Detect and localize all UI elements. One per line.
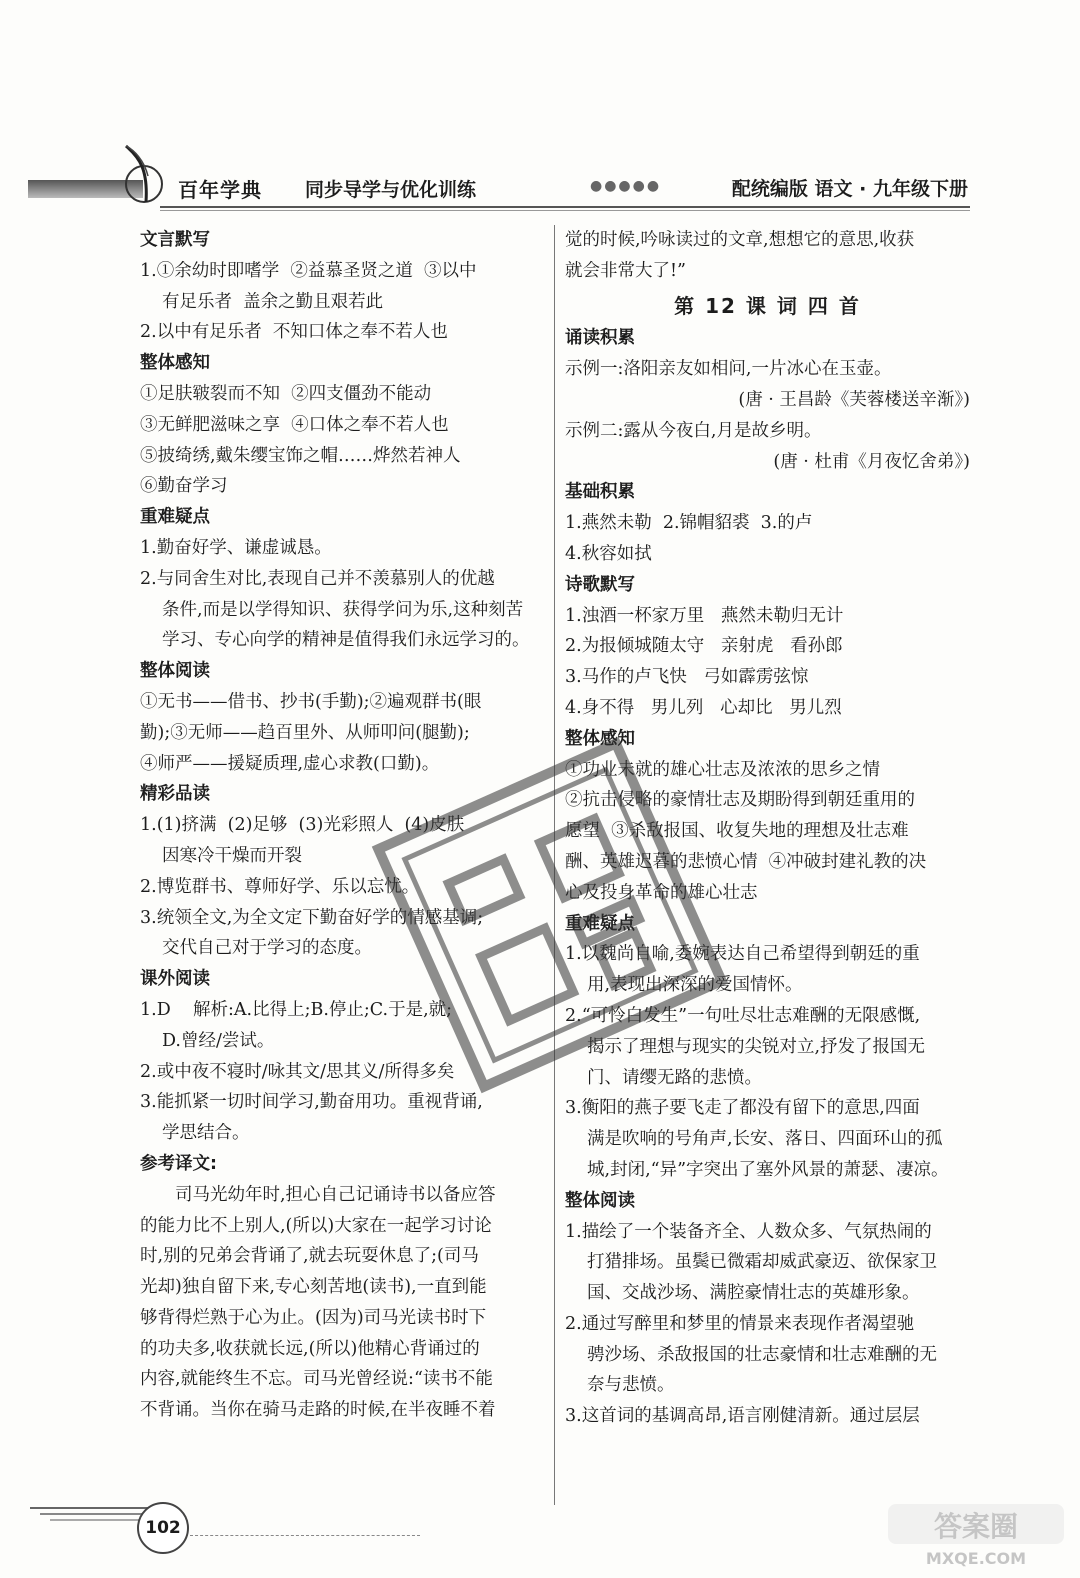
- page-header: [0, 140, 1080, 220]
- answer-line: 学习、专心向学的精神是值得我们永远学习的。: [162, 630, 530, 651]
- citation-line: (唐 · 杜甫《月夜忆舍弟》): [773, 451, 970, 472]
- translation-line: 够背得烂熟于心为止。(因为)司马光读书时下: [140, 1307, 487, 1328]
- answer-line: 用,表现出深深的爱国情怀。: [587, 975, 803, 996]
- answer-line: 条件,而是以学得知识、获得学问为乐,这种刻苦: [162, 599, 524, 620]
- translation-line: 就会非常大了!”: [565, 260, 686, 281]
- translation-line: 时,别的兄弟会背诵了,就去玩耍休息了;(司马: [140, 1246, 479, 1267]
- answer-line: 1.①余幼时即嗜学 ②益慕圣贤之道 ③以中: [140, 260, 477, 281]
- answer-line: 国、交战沙场、满腔豪情壮志的英雄形象。: [587, 1283, 920, 1304]
- section-heading: 课外阅读: [140, 969, 210, 990]
- answer-line: 勤);③无师——趋百里外、从师叩问(腿勤);: [140, 722, 470, 743]
- section-heading: 整体阅读: [140, 661, 210, 682]
- footer-dashed-rule: [190, 1535, 420, 1536]
- answer-line: 骋沙场、杀敌报国的壮志豪情和壮志难酬的无: [587, 1344, 937, 1365]
- translation-line: 光却)独自留下来,专心刻苦地(读书),一直到能: [140, 1277, 487, 1298]
- header-rule-thin: [160, 210, 970, 211]
- answer-line: ⑥勤奋学习: [140, 476, 228, 497]
- section-heading: 整体感知: [565, 728, 635, 749]
- answer-line: 心及投身革命的雄心壮志: [565, 882, 758, 903]
- column-divider: [554, 225, 555, 1505]
- answer-line: 4.秋容如拭: [565, 543, 652, 564]
- answer-line: 1.D 解析:A.比得上;B.停止;C.于是,就;: [140, 999, 453, 1020]
- answer-line: 1.以魏尚自喻,委婉表达自己希望得到朝廷的重: [565, 944, 920, 965]
- edition-label: 配统编版 语文 · 九年级下册: [731, 178, 968, 200]
- section-heading: 整体阅读: [565, 1190, 635, 1211]
- section-heading: 诗歌默写: [565, 574, 635, 595]
- answer-line: 示例二:露从今夜白,月是故乡明。: [565, 420, 822, 441]
- answer-line: 打猎排场。虽鬓已微霜却威武豪迈、欲保家卫: [587, 1252, 937, 1273]
- section-heading: 整体感知: [140, 353, 210, 374]
- answer-line: D.曾经/尝试。: [162, 1030, 275, 1051]
- brand-name: 百年学典: [178, 178, 262, 202]
- header-rule: [160, 206, 970, 208]
- answer-line: 1.(1)挤满 (2)足够 (3)光彩照人 (4)皮肤: [140, 815, 465, 836]
- answer-line: ④师严——援疑质理,虚心求教(口勤)。: [140, 753, 440, 774]
- answer-line: 1.描绘了一个装备齐全、人数众多、气氛热闹的: [565, 1221, 932, 1242]
- section-heading: 文言默写: [140, 230, 210, 250]
- section-heading: 精彩品读: [140, 784, 210, 805]
- answer-line: 3.能抓紧一切时间学习,勤奋用功。重视背诵,: [140, 1092, 483, 1113]
- answer-line: 酬、英雄迟暮的悲愤心情 ④冲破封建礼教的决: [565, 851, 927, 872]
- right-column: [565, 225, 970, 1432]
- lesson-title: 第 12 课 词 四 首: [674, 293, 861, 318]
- answer-line: 1.勤奋好学、谦虚诚恳。: [140, 537, 332, 558]
- answer-line: 门、请缨无路的悲愤。: [587, 1067, 762, 1088]
- answer-line: 愿望 ③杀敌报国、收复失地的理想及壮志难: [565, 821, 909, 842]
- translation-line: 内容,就能终生不忘。司马光曾经说:“读书不能: [140, 1369, 493, 1390]
- translation-line: 司马光幼年时,担心自己记诵诗书以备应答: [175, 1184, 496, 1205]
- answer-line: 学思结合。: [162, 1123, 250, 1144]
- answer-line: 2.博览群书、尊师好学、乐以忘忧。: [140, 876, 420, 897]
- answer-line: ①足肤皲裂而不知 ②四支僵劲不能动: [140, 383, 432, 404]
- answer-line: 2.与同舍生对比,表现自己并不羡慕别人的优越: [140, 568, 495, 589]
- citation-line: (唐 · 王昌龄《芙蓉楼送辛渐》): [738, 389, 970, 410]
- translation-line: 的功夫多,收获就长远,(所以)他精心背诵过的: [140, 1338, 480, 1359]
- site-watermark-logo: [886, 1500, 1066, 1570]
- answer-line: 4.身不得 男儿列 心却比 男儿烈: [565, 697, 842, 718]
- answer-line: 揭示了理想与现实的尖锐对立,抒发了报国无: [587, 1036, 926, 1057]
- answer-line: 有足乐者 盖余之勤且艰若此: [162, 291, 384, 312]
- answer-line: 2.或中夜不寝时/咏其文/思其义/所得多矣: [140, 1061, 455, 1082]
- quill-icon: [118, 140, 178, 210]
- answer-line: 1.燕然未勒 2.锦帽貂裘 3.的卢: [565, 513, 813, 534]
- translation-line: 不背诵。当你在骑马走路的时候,在半夜睡不着: [140, 1400, 496, 1421]
- answer-line: ③无鲜肥滋味之享 ④口体之奉不若人也: [140, 414, 449, 435]
- answer-line: ⑤披绮绣,戴朱缨宝饰之帽……烨然若神人: [140, 445, 461, 466]
- answer-line: 3.这首词的基调高昂,语言刚健清新。通过层层: [565, 1406, 920, 1427]
- answer-line: 2.以中有足乐者 不知口体之奉不若人也: [140, 322, 448, 343]
- footer-decor-lines: [30, 1500, 150, 1530]
- answer-line: 1.浊酒一杯家万里 燕然未勒归无计: [565, 605, 844, 626]
- answer-line: 交代自己对于学习的态度。: [162, 938, 372, 959]
- answer-line: 城,封闭,“异”字突出了塞外风景的萧瑟、凄凉。: [587, 1159, 949, 1180]
- answer-line: 3.衡阳的燕子要飞走了都没有留下的意思,四面: [565, 1098, 920, 1119]
- answer-line: 3.统领全文,为全文定下勤奋好学的情感基调;: [140, 907, 484, 928]
- section-heading: 参考译文:: [140, 1153, 217, 1174]
- series-name: 同步导学与优化训练: [305, 179, 477, 201]
- answer-line: 2.为报倾城随太守 亲射虎 看孙郎: [565, 636, 843, 657]
- answer-line: 3.马作的卢飞快 弓如霹雳弦惊: [565, 667, 809, 688]
- answer-line: 示例一:洛阳亲友如相问,一片冰心在玉壶。: [565, 359, 892, 380]
- answer-line: ①功业未就的雄心壮志及浓浓的思乡之情: [565, 759, 880, 780]
- answer-line: ①无书——借书、抄书(手勤);②遍观群书(眼: [140, 691, 482, 712]
- section-heading: 基础积累: [565, 482, 635, 503]
- section-heading: 重难疑点: [565, 913, 635, 934]
- page-number: 102: [137, 1502, 189, 1554]
- answer-line: ②抗击侵略的豪情壮志及期盼得到朝廷重用的: [565, 790, 915, 811]
- header-dots: ●●●●●: [590, 178, 662, 194]
- left-column: [140, 225, 545, 1426]
- translation-line: 的能力比不上别人,(所以)大家在一起学习讨论: [140, 1215, 492, 1236]
- logo-url: MXQE.COM: [925, 1549, 1027, 1568]
- answer-line: 2.“可怜白发生”一句吐尽壮志难酬的无限感慨,: [565, 1005, 921, 1026]
- logo-text: 答案圈: [933, 1510, 1019, 1543]
- section-heading: 重难疑点: [140, 507, 210, 528]
- answer-line: 满是吹响的号角声,长安、落日、四面环山的孤: [587, 1129, 943, 1150]
- section-heading: 诵读积累: [565, 328, 635, 349]
- translation-line: 觉的时候,吟咏读过的文章,想想它的意思,收获: [565, 230, 915, 250]
- answer-line: 因寒冷干燥而开裂: [162, 845, 302, 866]
- answer-line: 奈与悲愤。: [587, 1375, 675, 1396]
- answer-line: 2.通过写醉里和梦里的情景来表现作者渴望驰: [565, 1313, 915, 1334]
